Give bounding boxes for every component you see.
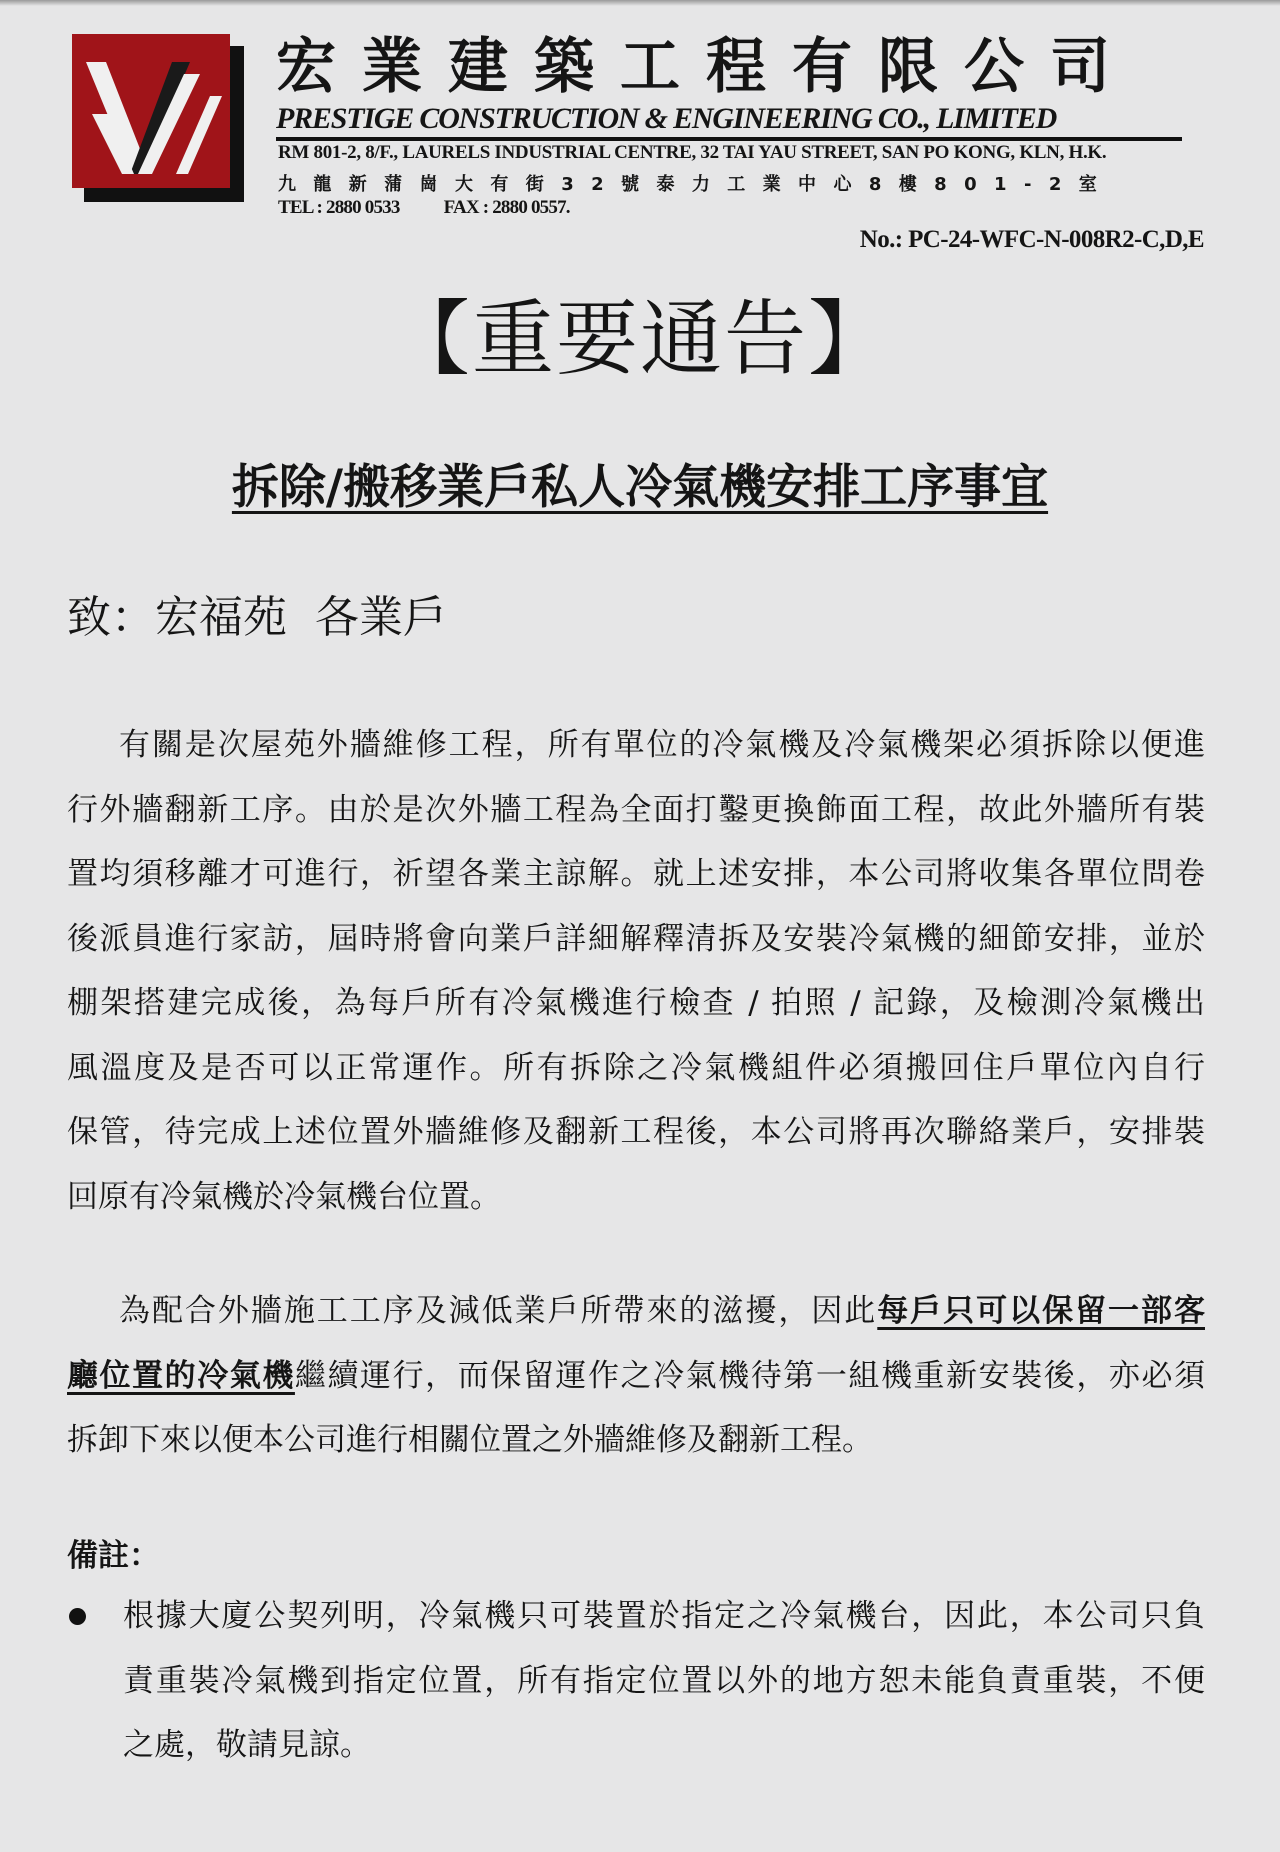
paragraph-line: 風溫度及是否可以正常運作。所有拆除之冷氣機組件必須搬回住戶單位內自行 [67, 1049, 1205, 1086]
recipient: 致：宏福苑 各業戶 [67, 592, 447, 643]
subtitle-text: 拆除/搬移業戶私人冷氣機安排工序事宜 [231, 460, 1049, 515]
remark-line: 根據大廈公契列明，冷氣機只可裝置於指定之冷氣機台，因此，本公司只負 [123, 1598, 1205, 1634]
company-logo [72, 34, 244, 202]
bullet-icon [69, 1608, 86, 1625]
contact-line [278, 197, 614, 219]
paragraph-2 [67, 1279, 1205, 1473]
paragraph-1 [67, 713, 1205, 1229]
tel: TEL : 2880 0533 [278, 197, 400, 218]
paragraph-line: 置均須移離才可進行，祈望各業主諒解。就上述安排，本公司將收集各單位問卷 [67, 856, 1205, 892]
paragraph-line: 拆卸下來以便本公司進行相關位置之外牆維修及翻新工程。 [67, 1422, 873, 1458]
company-name-zh: 宏業建築工程有限公司 [276, 32, 1136, 102]
emphasis-text: 每戶只可以保留一部客 [877, 1293, 1205, 1329]
notice-title: 【重要通告】 [387, 292, 892, 387]
paragraph-line [67, 1279, 1205, 1344]
remark-line: 之處，敬請見諒。 [123, 1727, 371, 1763]
paragraph-line: 保管，待完成上述位置外牆維修及翻新工程後，本公司將再次聯絡業戶，安排裝 [67, 1114, 1205, 1150]
paragraph-line [67, 1344, 1205, 1409]
paragraph-line: 行外牆翻新工序。由於是次外牆工程為全面打鑿更換飾面工程，故此外牆所有裝 [67, 791, 1205, 828]
paragraph-line: 回原有冷氣機於冷氣機台位置。 [67, 1178, 501, 1215]
emphasis-text: 廳位置的冷氣機 [67, 1357, 295, 1394]
paragraph-line: 棚架搭建完成後，為每戶所有冷氣機進行檢查 / 拍照 / 記錄，及檢測冷氣機出 [67, 985, 1205, 1021]
address-zh: 九龍新蒲崗大有街32號泰力工業中心8樓801-2室 [278, 174, 1115, 195]
remarks-heading: 備註： [67, 1538, 160, 1574]
fax: FAX : 2880 0557. [443, 197, 570, 218]
company-name-en: PRESTIGE CONSTRUCTION & ENGINEERING CO., LIMITED [276, 102, 1182, 141]
text: 為配合外牆施工工序及減低業戶所帶來的滋擾，因此 [119, 1293, 878, 1329]
notice-subtitle [0, 458, 1280, 518]
paragraph-line: 有關是次屋苑外牆維修工程，所有單位的冷氣機及冷氣機架必須拆除以便進 [119, 727, 1205, 763]
paragraph-line: 後派員進行家訪，屆時將會向業戶詳細解釋清拆及安裝冷氣機的細節安排，並於 [67, 920, 1205, 957]
remarks-list [67, 1584, 1205, 1778]
remark-item [67, 1584, 1205, 1778]
document-number: No.: PC-24-WFC-N-008R2-C,D,E [859, 226, 1204, 253]
top-edge [0, 0, 1280, 6]
address-en: RM 801-2, 8/F., LAURELS INDUSTRIAL CENTRE, 32 TAI YAU STREET, SAN PO KONG, KLN, H.K. [278, 142, 1107, 163]
text: 繼續運行，而保留運作之冷氣機待第一組機重新安裝後，亦必須 [294, 1357, 1206, 1394]
remark-line: 責重裝冷氣機到指定位置，所有指定位置以外的地方恕未能負責重裝，不便 [123, 1662, 1205, 1699]
